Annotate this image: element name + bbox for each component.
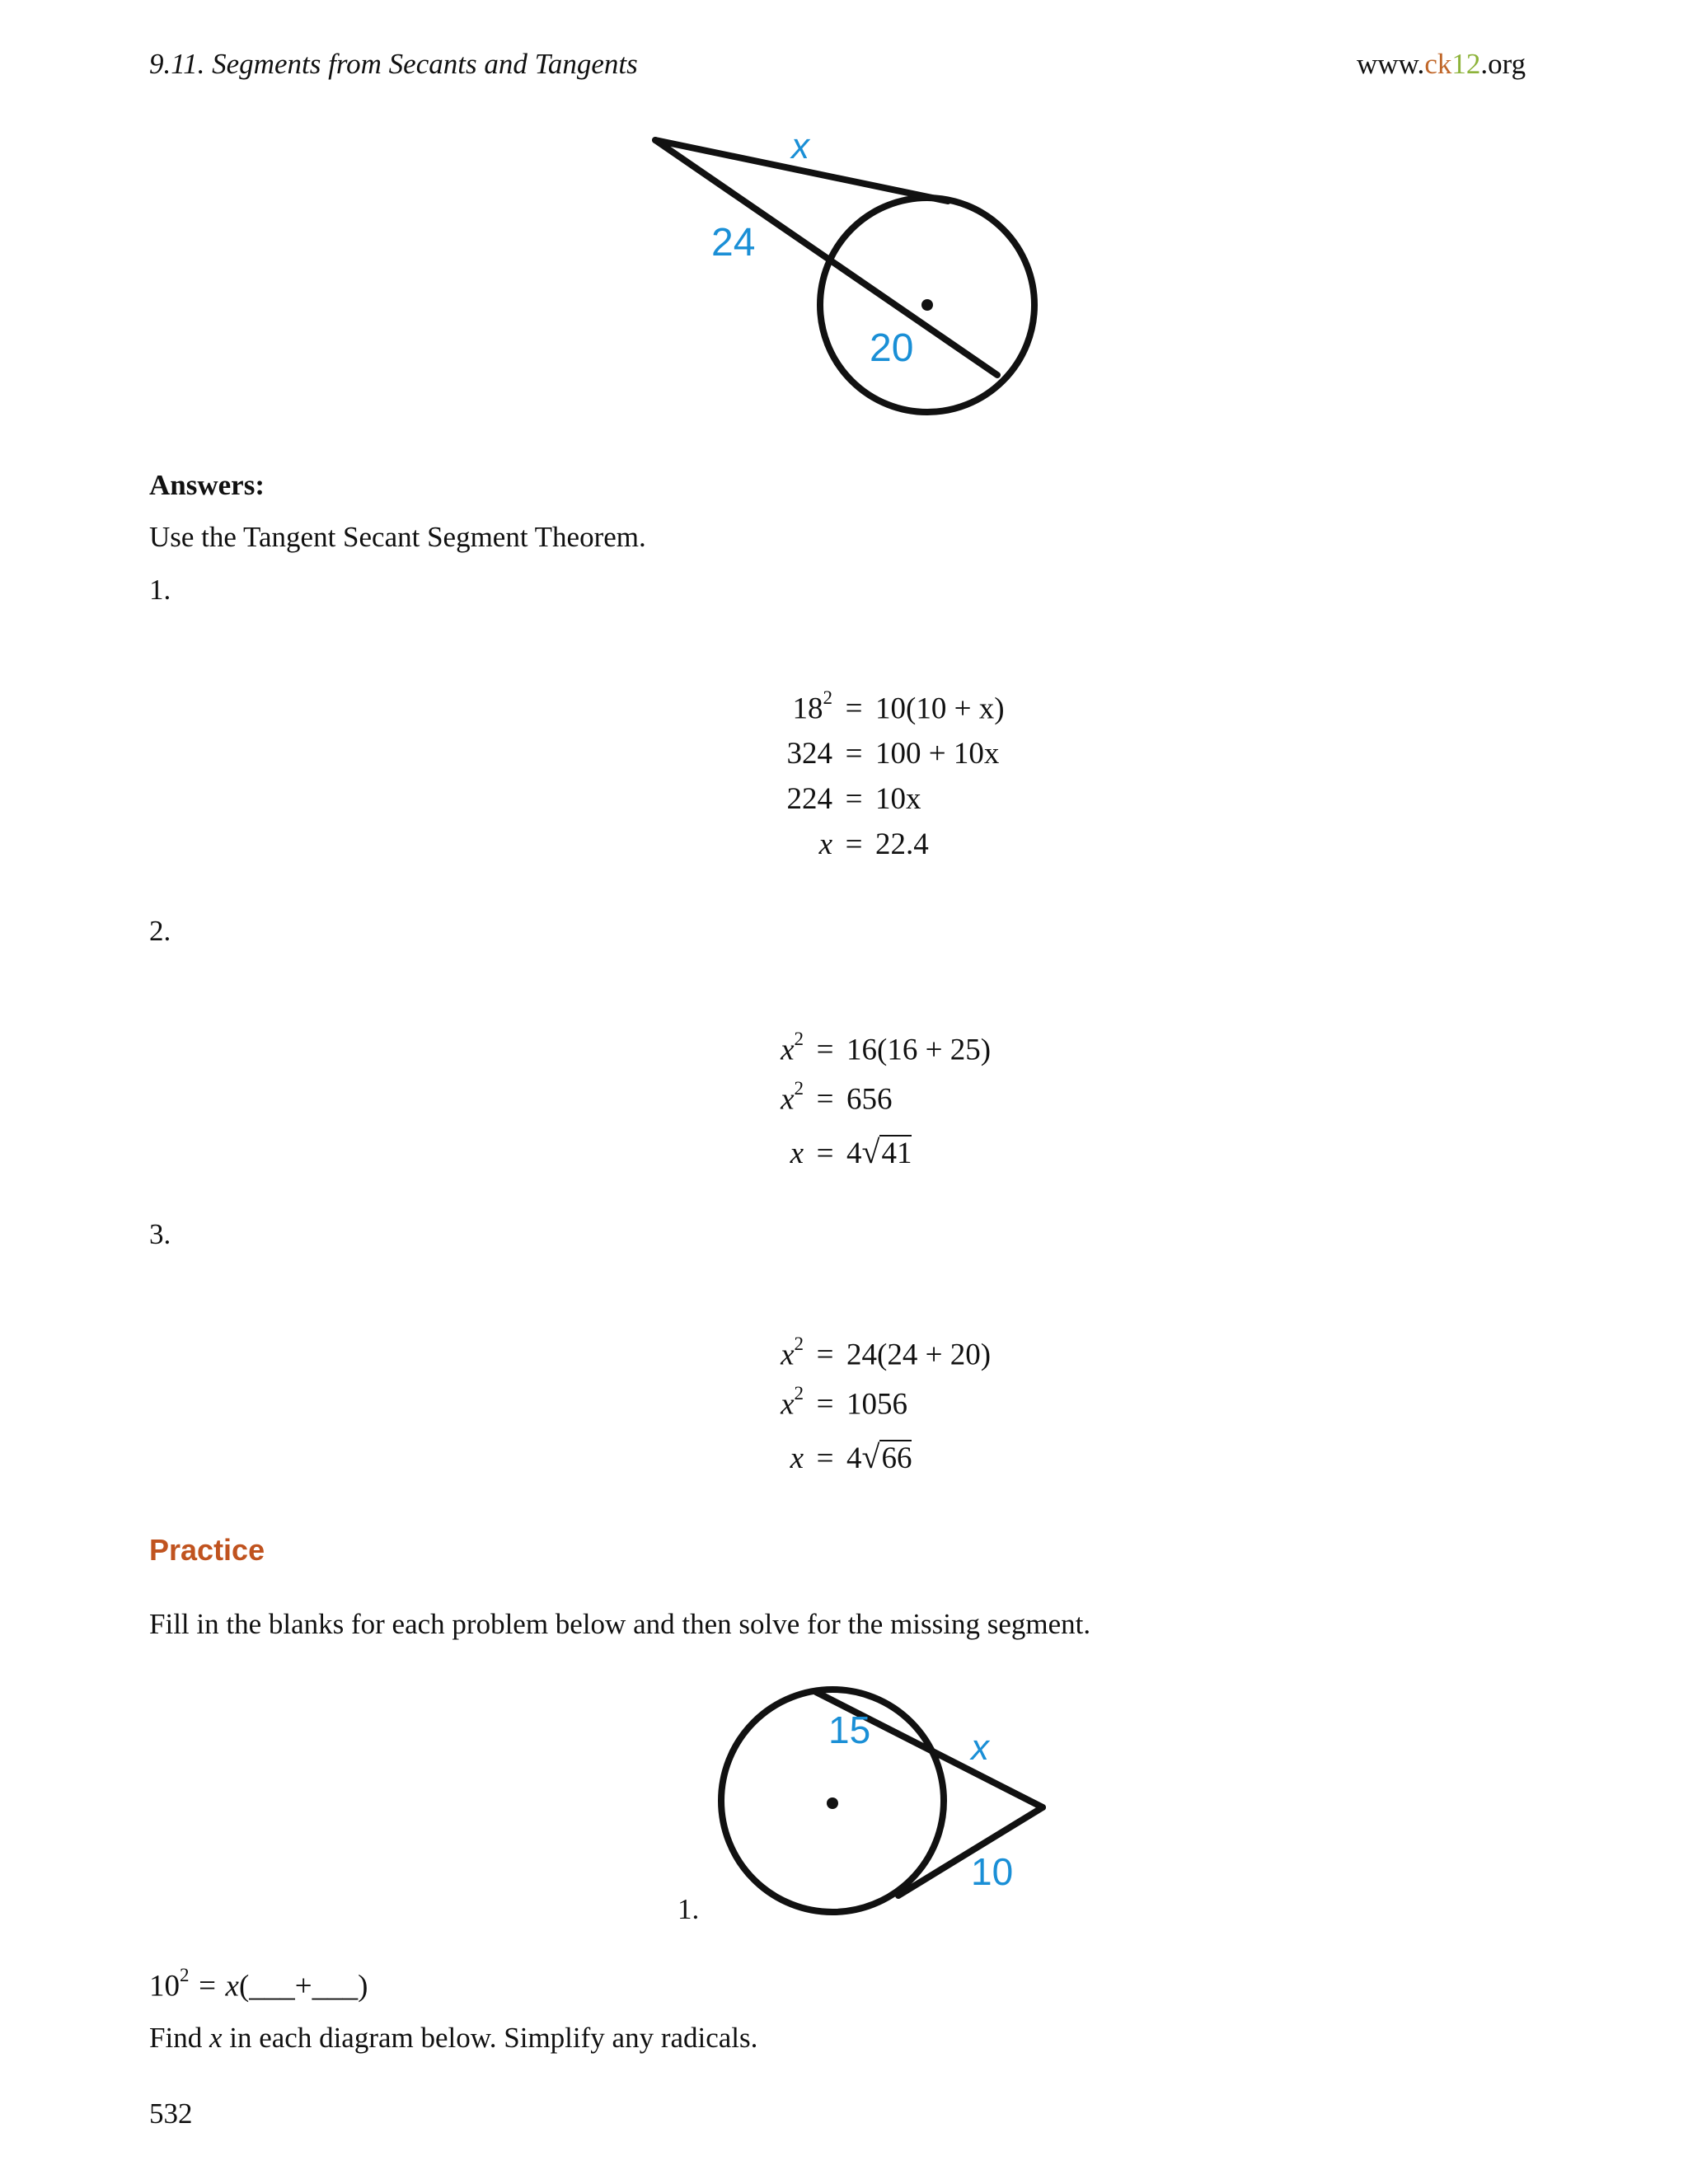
answer-number-2: 2. [149, 915, 171, 947]
site-suffix: .org [1480, 48, 1526, 80]
label-external-24: 24 [711, 221, 756, 265]
equation-line: x = 4√66 [790, 1438, 912, 1475]
answer-number-3: 3. [149, 1218, 171, 1250]
site-12: 12 [1451, 48, 1481, 80]
center-dot [921, 299, 933, 311]
sqrt-sign: √ [861, 1133, 880, 1170]
find-x-instruction: Find x in each diagram below. Simplify any radicals. [149, 2022, 758, 2054]
label-tangent-10: 10 [971, 1850, 1014, 1893]
answer-number-1: 1. [149, 574, 171, 606]
equation-line: $x^2 = 1056$ [781, 1383, 907, 1422]
equation-line: 224 = 10x [786, 782, 921, 816]
equation-line: x = 4√41 [790, 1133, 912, 1170]
equation-line: $x^2 = 16(16 + 25)$ [781, 1029, 992, 1067]
blank-2[interactable]: ___ [312, 1969, 359, 2004]
answers-intro: Use the Tangent Secant Segment Theorem. [149, 521, 646, 553]
practice-instruction: Fill in the blanks for each problem below and then solve for the missing segment. [149, 1608, 1091, 1640]
practice-equation: $10^2$ = x(___+___) [149, 1965, 368, 2004]
label-internal-20: 20 [870, 326, 914, 370]
blank-1[interactable]: ___ [249, 1969, 295, 2004]
running-head: 9.11. Segments from Secants and Tangents [149, 48, 638, 80]
equation-line: 324 = 100 + 10x [786, 737, 1000, 771]
center-dot [827, 1797, 838, 1809]
equation-line: $x^2 = 656$ [781, 1078, 893, 1117]
tangent-secant-diagram [643, 115, 1047, 420]
equation-line: $18^2 = 10(10 + x)$ [792, 687, 1005, 726]
practice-heading: Practice [149, 1533, 265, 1567]
page-number: 532 [149, 2097, 193, 2130]
label-tangent-x: x [791, 126, 809, 166]
practice-problem-number: 1. [678, 1893, 700, 1925]
label-internal-15: 15 [828, 1708, 871, 1751]
equation-line: $x^2 = 24(24 + 20)$ [781, 1333, 992, 1372]
site-prefix: www. [1357, 48, 1425, 80]
label-external-x: x [971, 1727, 989, 1768]
secant-tangent-diagram [709, 1677, 1055, 1924]
sqrt-sign: √ [861, 1438, 880, 1475]
answers-heading: Answers: [149, 469, 265, 501]
site-ck: ck [1424, 48, 1452, 80]
site-url[interactable] [1357, 48, 1526, 81]
equation-line: x = 22.4 [818, 827, 929, 861]
